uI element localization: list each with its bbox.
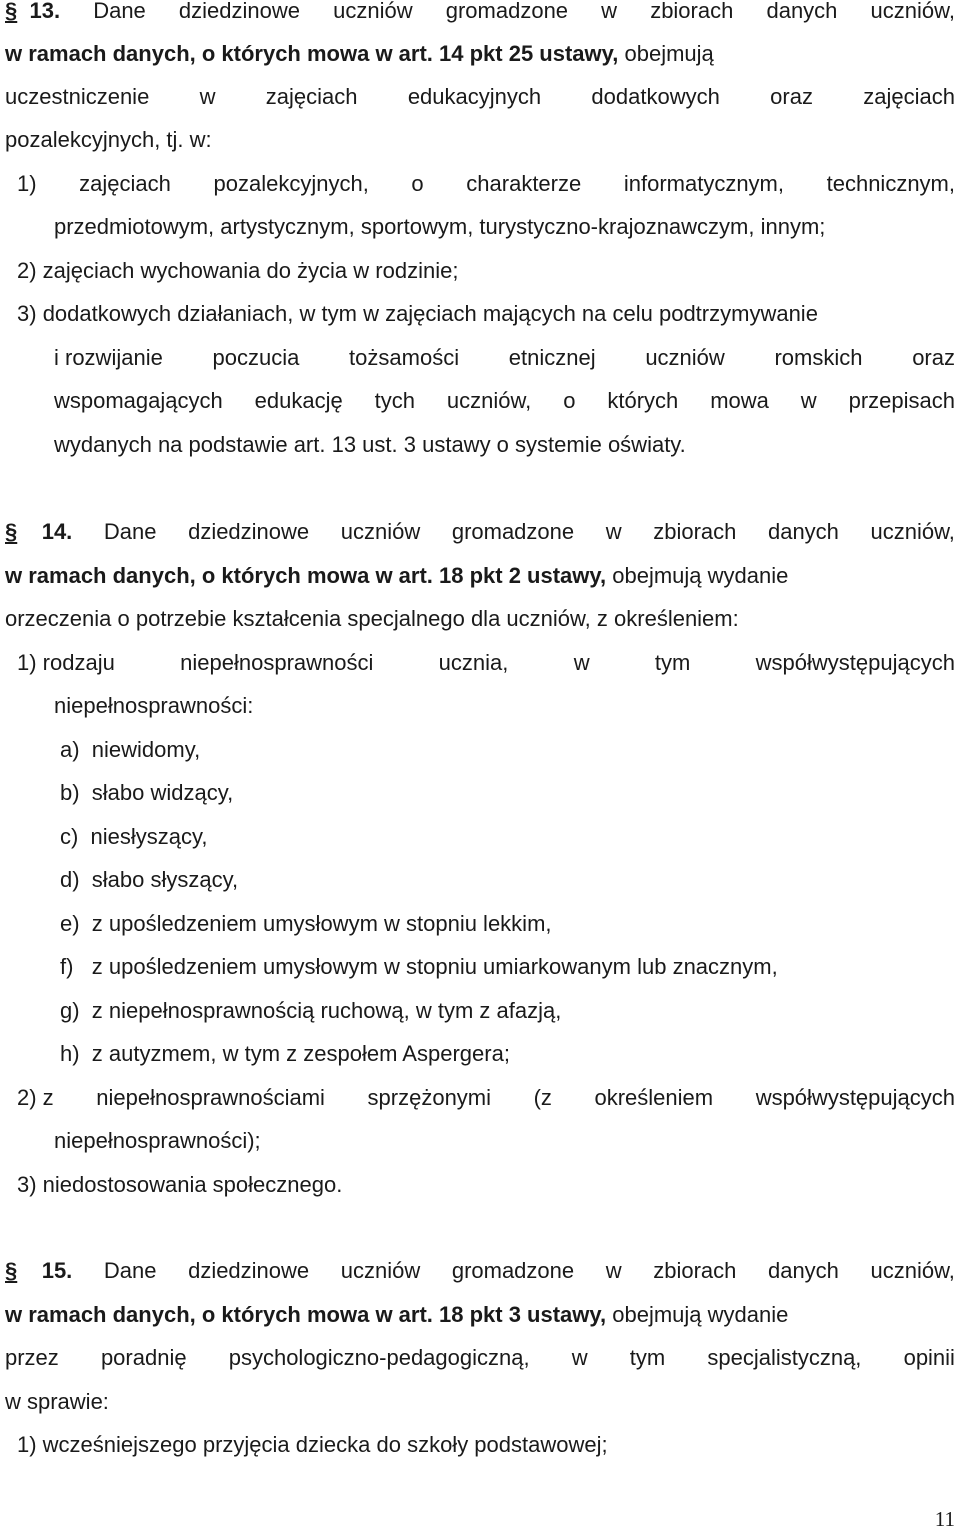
word: przepisach	[848, 388, 955, 413]
s14-sub-a: a) niewidomy,	[60, 737, 201, 762]
word: uczniów	[340, 1258, 421, 1283]
word: uczniów,	[446, 388, 532, 413]
word: zbiorach	[653, 1258, 737, 1283]
word: specjalistyczną,	[707, 1345, 862, 1370]
word: 1) rodzaju	[17, 650, 115, 675]
word: technicznym,	[826, 171, 955, 196]
s15-line-1	[5, 1258, 955, 1284]
word: oraz	[912, 345, 955, 370]
s15-item-1: 1) wcześniejszego przyjęcia dziecka do szkoły podstawowej;	[17, 1432, 608, 1457]
word: uczniów,	[870, 519, 955, 544]
word: etnicznej	[508, 345, 596, 370]
s15-line-2	[5, 1302, 788, 1328]
word: Dane	[103, 1258, 157, 1283]
word: w	[605, 1258, 622, 1283]
word: opinii	[903, 1345, 955, 1370]
s13-line-1	[5, 0, 955, 24]
s14-item-2-line-2: niepełnosprawności);	[54, 1128, 261, 1153]
word: pozalekcyjnych,	[213, 171, 369, 196]
s14-heading	[5, 519, 72, 545]
s13-line-4: pozalekcyjnych, tj. w:	[5, 127, 212, 152]
word: danych	[766, 0, 838, 23]
s14-sub-g: g) z niepełnosprawnością ruchową, w tym z afazją,	[60, 998, 562, 1023]
word: sprzężonymi	[367, 1085, 492, 1110]
word: w	[601, 0, 618, 23]
s13-item-2: 2) zajęciach wychowania do życia w rodzinie;	[17, 258, 459, 283]
word: poradnię	[100, 1345, 187, 1370]
word: uczniów	[645, 345, 725, 370]
word: tym	[629, 1345, 666, 1370]
word: gromadzone	[451, 1258, 575, 1283]
s15-number: 15.	[41, 1258, 73, 1283]
paragraph-sign: §	[5, 0, 18, 23]
s13-line-3	[5, 84, 955, 110]
paragraph-sign: §	[5, 1258, 18, 1283]
s14-sub-f: f) z upośledzeniem umysłowym w stopniu umiarkowanym lub znacznym,	[60, 954, 778, 979]
s13-item-3-line-1	[17, 301, 818, 327]
word: zajęciach	[863, 84, 955, 109]
word: zbiorach	[653, 519, 737, 544]
word: uczniów,	[870, 1258, 955, 1283]
word: mowa	[710, 388, 769, 413]
s15-heading	[5, 1258, 72, 1284]
word: tych	[374, 388, 415, 413]
s14-line-2-rest: obejmują wydanie	[612, 563, 789, 588]
word: w	[199, 84, 216, 109]
s14-sub-c: c) niesłyszący,	[60, 824, 208, 849]
word: zajęciach	[265, 84, 358, 109]
word: oraz	[770, 84, 813, 109]
s14-sub-e: e) z upośledzeniem umysłowym w stopniu lekkim,	[60, 911, 552, 936]
word: dodatkowych	[591, 84, 720, 109]
s13-item-3-line-3	[54, 388, 955, 414]
s14-legal-reference: w ramach danych, o których mowa w art. 18 pkt 2 ustawy,	[5, 563, 607, 588]
word: zajęciach	[79, 171, 171, 196]
word: współwystępujących	[755, 1085, 955, 1110]
word: dziedzinowe	[178, 0, 300, 23]
word: współwystępujących	[755, 650, 955, 675]
word: uczestniczenie	[5, 84, 150, 109]
word: romskich	[774, 345, 863, 370]
item-number: 3)	[17, 301, 37, 326]
word: Dane	[103, 519, 157, 544]
s14-item-2-line-1	[17, 1085, 955, 1111]
s14-line-3: orzeczenia o potrzebie kształcenia specjalnego dla uczniów, z określeniem:	[5, 606, 739, 631]
word: 2) z	[17, 1085, 54, 1110]
item-text: dodatkowych działaniach, w tym w zajęciach mających na celu podtrzymywanie	[42, 301, 818, 326]
word: (z	[533, 1085, 552, 1110]
word: w	[800, 388, 817, 413]
s13-item-1-line-2: przedmiotowym, artystycznym, sportowym, turystyczno-krajoznawczym, innym;	[54, 214, 826, 239]
word: dziedzinowe	[188, 1258, 310, 1283]
s14-sub-d: d) słabo słyszący,	[60, 867, 239, 892]
page-number: 11	[934, 1507, 955, 1531]
word: o	[563, 388, 576, 413]
s13-heading	[5, 0, 60, 24]
word: w	[605, 519, 622, 544]
s15-legal-reference: w ramach danych, o których mowa w art. 18 pkt 3 ustawy,	[5, 1302, 607, 1327]
s13-number: 13.	[29, 0, 61, 23]
s13-item-3-line-4: wydanych na podstawie art. 13 ust. 3 ustawy o systemie oświaty.	[54, 432, 686, 457]
word: danych	[767, 1258, 839, 1283]
word: ucznia,	[438, 650, 509, 675]
s15-line-3	[5, 1345, 955, 1371]
word: uczniów	[333, 0, 413, 23]
word: których	[607, 388, 679, 413]
s14-item-1-line-1	[17, 650, 955, 676]
word: tym	[654, 650, 691, 675]
word: niepełnosprawności	[180, 650, 374, 675]
word: gromadzone	[451, 519, 575, 544]
word: niepełnosprawnościami	[96, 1085, 325, 1110]
paragraph-sign: §	[5, 519, 18, 544]
word: informatycznym,	[623, 171, 784, 196]
word: o	[411, 171, 424, 196]
word: psychologiczno-pedagogiczną,	[228, 1345, 530, 1370]
word: określeniem	[594, 1085, 714, 1110]
word: charakterze	[466, 171, 582, 196]
s15-line-4: w sprawie:	[5, 1389, 109, 1414]
word: dziedzinowe	[188, 519, 310, 544]
s14-item-1-line-2: niepełnosprawności:	[54, 693, 254, 718]
word: Dane	[93, 0, 146, 23]
s13-legal-reference: w ramach danych, o których mowa w art. 14 pkt 25 ustawy,	[5, 41, 619, 66]
item-number: 1)	[17, 171, 37, 196]
s14-number: 14.	[41, 519, 73, 544]
s13-line-2-rest: obejmują	[624, 41, 714, 66]
word: gromadzone	[445, 0, 569, 23]
s13-item-1-line-1	[17, 171, 955, 197]
word: poczucia	[212, 345, 300, 370]
word: w	[571, 1345, 588, 1370]
word: uczniów,	[870, 0, 955, 23]
word: edukację	[254, 388, 343, 413]
word: przez	[5, 1345, 59, 1370]
s14-sub-b: b) słabo widzący,	[60, 780, 234, 805]
word: zbiorach	[650, 0, 734, 23]
s13-item-3-line-2	[54, 345, 955, 371]
word: edukacyjnych	[407, 84, 542, 109]
word: tożsamości	[349, 345, 460, 370]
s15-line-2-rest: obejmują wydanie	[612, 1302, 789, 1327]
word: w	[573, 650, 590, 675]
word: uczniów	[340, 519, 421, 544]
word: i rozwijanie	[54, 345, 163, 370]
s14-item-3: 3) niedostosowania społecznego.	[17, 1172, 343, 1197]
s13-line-2	[5, 41, 714, 67]
s14-sub-h: h) z autyzmem, w tym z zespołem Aspergera;	[60, 1041, 510, 1066]
word: wspomagających	[54, 388, 223, 413]
s14-line-2	[5, 563, 788, 589]
s14-line-1	[5, 519, 955, 545]
word: danych	[767, 519, 839, 544]
